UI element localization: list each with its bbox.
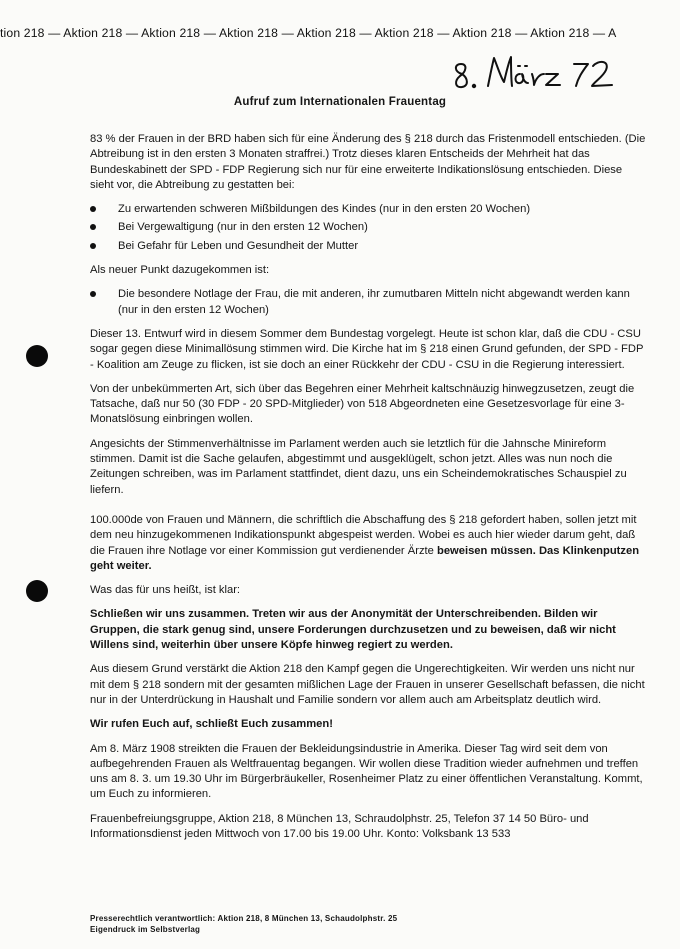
paragraph-meaning: Was das für uns heißt, ist klar:	[90, 584, 241, 597]
paragraph-contact: Frauenbefreiungsgruppe, Aktion 218, 8 München 13, Schraudolphstr. 25, Telefon 37 14 50 Büro- und Informationsdienst jeden Mittwoch von 17.00 bis 19.00 Uhr. Konto: Volksbank 13 533	[90, 812, 589, 840]
letter-body	[90, 132, 646, 851]
paragraph-intro: 83 % der Frauen in der BRD haben sich für eine Änderung des § 218 durch das Fristenmodell entschieden. (Die Abtreibung ist in den ersten 3 Monaten straffrei.) Trotz dieses klaren Entscheids der Mehrheit hat das Bundeskabinett der SPD - FDP Regierung sich nur für eine erweiterte Indikationslösung entschieden. Diese sieht vor, die Abtreibung zu gestatten bei:	[90, 133, 646, 191]
list-item: Zu erwartenden schweren Mißbildungen des Kindes (nur in den ersten 20 Wochen)	[90, 202, 646, 217]
paragraph-signatures: 100.000de von Frauen und Männern, die schriftlich die Abschaffung des § 218 gefordert haben, sollen jetzt mit dem neu hinzugekommenen Indikationspunkt abgespeist werden. Wobei es auch hier wieder darum geht, daß die Frauen ihre Notlage vor einer Kommission gut verdienender Ärzte beweisen müssen. Das Klinkenputzen geht weiter.	[90, 513, 640, 572]
paragraph-majority: Von der unbekümmerten Art, sich über das Begehren einer Mehrheit kaltschnäuzig hinwegzusetzen, zeugt die Tatsache, daß nur 50 (30 FDP - 20 SPD-Mitglieder) von 518 Abgeordneten eine Gesetzesvorlage für eine 3-Monatslösung einbringen wollen.	[90, 382, 635, 426]
list-item: Bei Gefahr für Leben und Gesundheit der Mutter	[90, 239, 646, 254]
bullet-icon	[90, 243, 96, 249]
paragraph-parliament: Angesichts der Stimmenverhältnisse im Parlament werden auch sie letztlich für die Jahnsche Minireform stimmen. Damit ist die Sache gelaufen, abgestimmt und ausgeklügelt, schon jetzt. Alles was nun noch die Zeitungen schreiben, was im Parlament stattfindet, dient dazu, uns ein Scheindemokratisches Schauspiel zu liefern.	[90, 437, 627, 496]
page-title: Aufruf zum Internationalen Frauentag	[233, 96, 447, 108]
header-banner: tion 218 — Aktion 218 — Aktion 218 — Aktion 218 — Aktion 218 — Aktion 218 — Aktion 218 — Aktion 218 — A	[0, 26, 617, 40]
imprint-responsible: Presserechtlich verantwortlich: Aktion 218, 8 München 13, Schaudolphstr. 25	[90, 914, 398, 923]
imprint-footer	[90, 913, 397, 935]
punch-hole-bottom	[26, 580, 48, 602]
paragraph-new-point: Als neuer Punkt dazugekommen ist:	[90, 264, 270, 277]
indication-list	[90, 202, 646, 254]
paragraph-appeal: Wir rufen Euch auf, schließt Euch zusammen!	[90, 718, 333, 731]
bullet-icon	[90, 291, 96, 297]
paragraph-struggle: Aus diesem Grund verstärkt die Aktion 218 den Kampf gegen die Ungerechtigkeiten. Wir werden uns nicht nur mit dem § 218 sondern mit der gesamten mißlichen Lage der Frauen in unserer Gesellschaft befassen, die nicht nur in der Unterdrückung in Haushalt und Familie sondern vor allem auch am Arbeitsplatz deutlich wird.	[90, 663, 645, 706]
new-point-list	[90, 287, 646, 318]
paragraph-draft: Dieser 13. Entwurf wird in diesem Sommer dem Bundestag vorgelegt. Heute ist schon klar, daß die CDU - CSU sogar gegen diese Minimallösung stimmen wird. Die Kirche hat im § 218 einen Grund gefunden, der SPD - FDP - Koalition am Zeuge zu flicken, ist sie doch an einer Rückkehr der CDU - CSU in die Regierung interessiert.	[90, 327, 644, 371]
bullet-icon	[90, 206, 96, 212]
handwritten-date	[448, 52, 618, 92]
paragraph-call-to-unite: Schließen wir uns zusammen. Treten wir aus der Anonymität der Unterschreibenden. Bilden wir Gruppen, die stark genug sind, unsere Forderungen durchzusetzen und zu beweisen, daß wir nicht Willens sind, weiterhin über unsere Köpfe hinweg regiert zu werden.	[90, 608, 616, 652]
list-item: Die besondere Notlage der Frau, die mit anderen, ihr zumutbaren Mitteln nicht abgewandt werden kann (nur in den ersten 12 Wochen)	[90, 287, 646, 318]
imprint-publisher: Eigendruck im Selbstverlag	[90, 925, 201, 934]
paragraph-history-event: Am 8. März 1908 streikten die Frauen der Bekleidungsindustrie in Amerika. Dieser Tag wird seit dem von aufbegehrenden Frauen als Weltfrauentag begangen. Wir wollen diese Tradition wieder aufnehmen und treffen uns am 8. 3. um 19.30 Uhr im Bürgerbräukeller, Rosenheimer Platz zu einer öffentlichen Veranstaltung. Kommt, um Euch zu informieren.	[90, 742, 643, 801]
punch-hole-top	[26, 345, 48, 367]
bullet-icon	[90, 224, 96, 230]
list-item: Bei Vergewaltigung (nur in den ersten 12 Wochen)	[90, 220, 646, 235]
